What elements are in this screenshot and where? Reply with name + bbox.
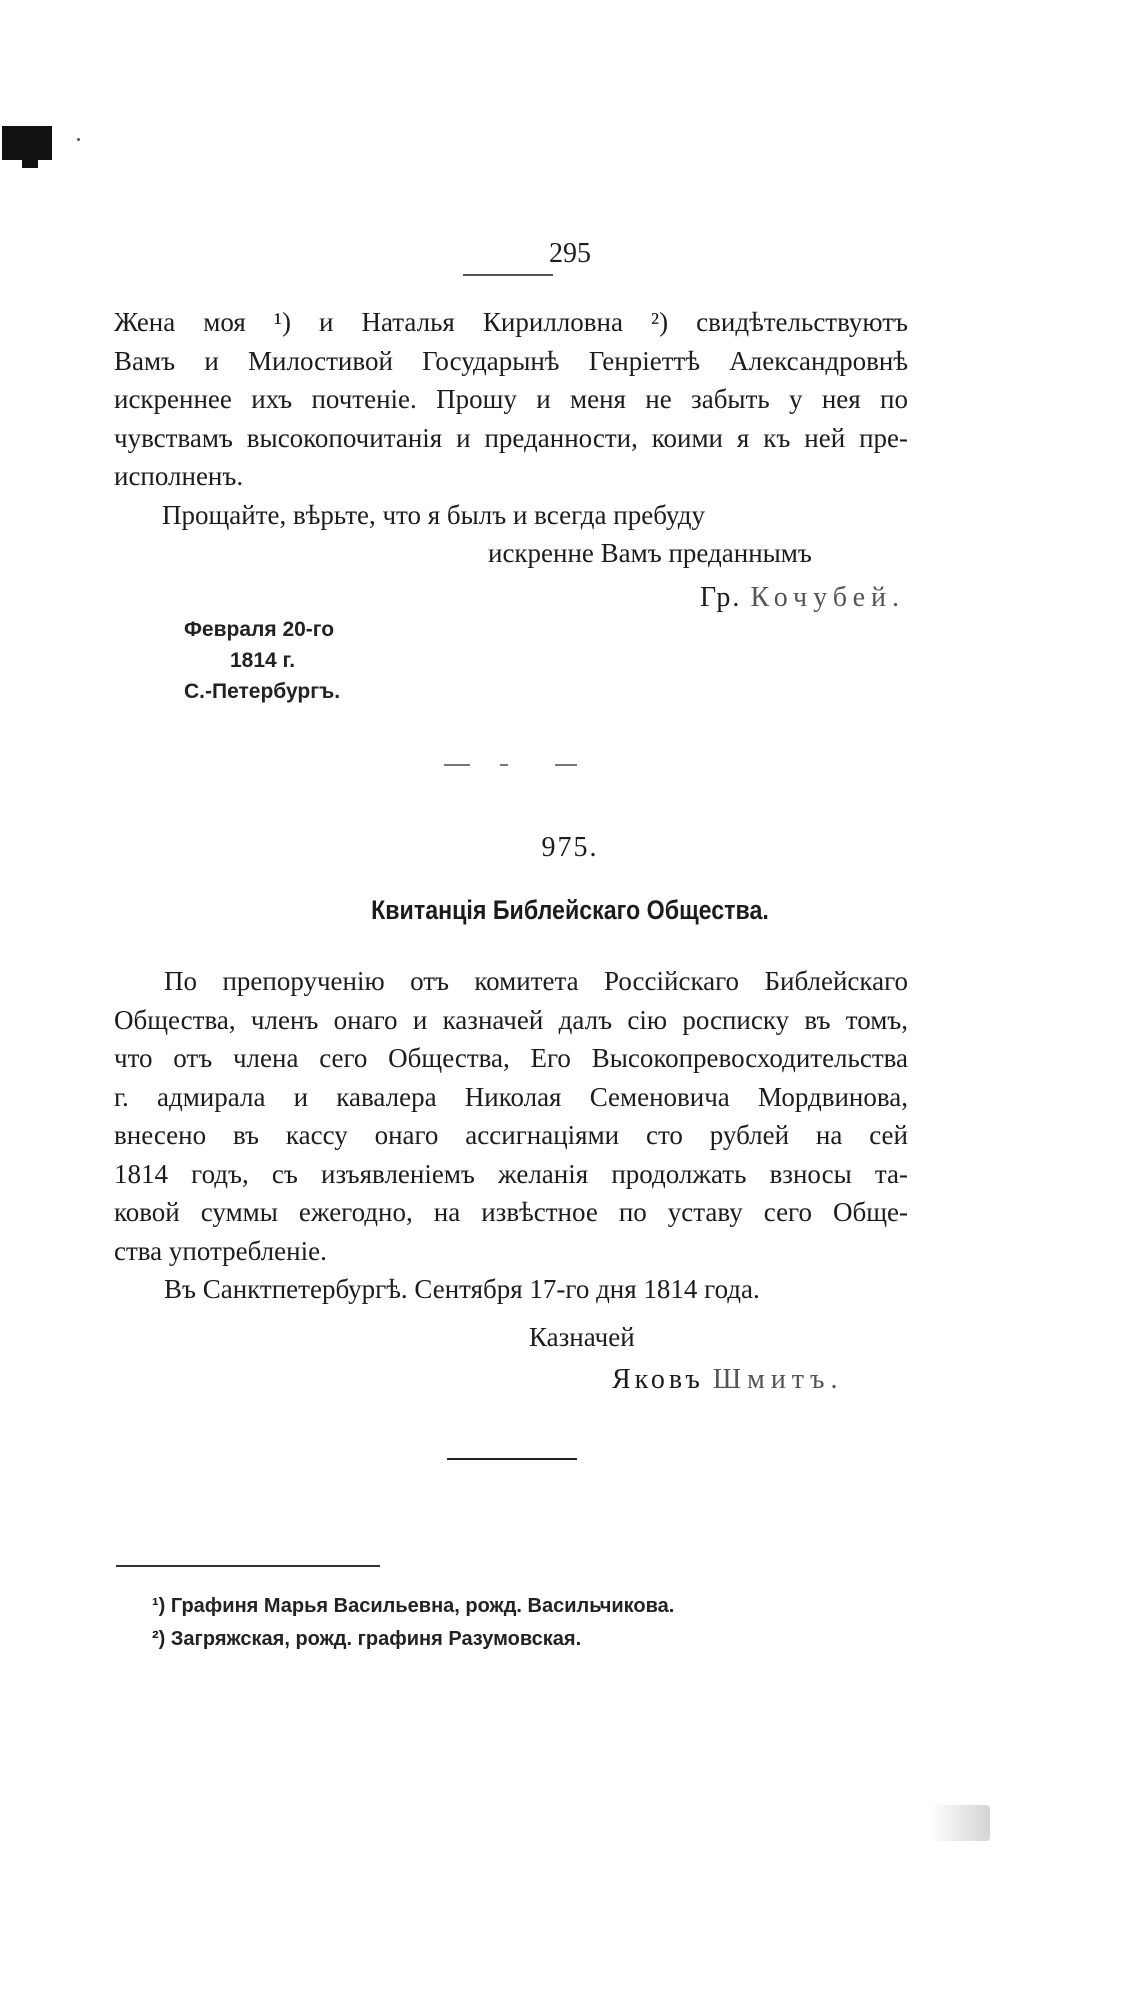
dateline-date: Февраля 20-го [184,618,335,641]
document-number: 975. [541,832,599,863]
signature-first-name: Яковъ [612,1364,704,1395]
scan-artifact-mark [2,126,52,160]
document-line: Общества, членъ онаго и казначей далъ сію росписку въ томъ, [114,1004,908,1035]
document-body [114,962,908,1309]
page-number-rule [463,274,553,276]
scan-artifact-dot [77,138,80,141]
letter-closing: искренне Вамъ преданнымъ [488,538,812,568]
document-line: ковой суммы ежегодно, на извѣстное по уставу сего Обще- [114,1197,908,1227]
signature-name: Кочубей. [750,582,905,613]
footnote-1: ¹) Графиня Марья Васильевна, рожд. Васильчикова. [152,1595,675,1617]
dateline [184,614,340,707]
letter-signature [700,582,905,614]
signature-title: Гр. [700,582,742,613]
document-line: 1814 годъ, съ изъявленіемъ желанія продолжать взносы та- [114,1158,908,1189]
footnote-rule [116,1565,380,1567]
signature-last-name: Шмитъ. [712,1364,844,1395]
separator-rule [500,764,508,766]
document-line: что отъ члена сего Общества, Его Высокопревосходительства [114,1043,908,1073]
footnotes [152,1590,674,1656]
separator-rule [444,764,470,766]
document-line: По препорученію отъ комитета Россійскаго Библейскаго [164,966,908,996]
scan-smudge [930,1805,990,1841]
dateline-place: С.-Петербургъ. [184,680,341,703]
letter-body [114,303,908,534]
document-place-date: Въ Санктпетербургѣ. Сентября 17-го дня 1814 года. [164,1274,760,1304]
document-line: внесено въ кассу онаго ассигнаціями сто рублей на сей [114,1120,908,1150]
letter-line: Жена моя ¹) и Наталья Кирилловна ²) свидѣтельствуютъ [114,307,908,337]
document-last-line: ства употребленіе. [114,1235,327,1266]
end-rule [447,1458,577,1460]
separator-rule [555,764,577,766]
footnote-2: ²) Загряжская, рожд. графиня Разумовская. [152,1628,582,1650]
letter-line: искреннее ихъ почтеніе. Прошу и меня не забыть у нея по [114,384,908,414]
page-number: 295 [549,238,591,269]
letter-last-line: исполненъ. [114,461,244,491]
document-signature [612,1364,844,1396]
document-title: Квитанція Библейскаго Общества. [371,895,769,925]
letter-line: чувствамъ высокопочитанія и преданности, коими я къ ней пре- [114,422,908,453]
letter-farewell: Прощайте, вѣрьте, что я былъ и всегда пребуду [162,499,705,530]
document-line: г. адмирала и кавалера Николая Семеновича Мордвинова, [114,1081,908,1112]
letter-line: Вамъ и Милостивой Государынѣ Генріеттѣ Александровнѣ [114,345,908,376]
document-role: Казначей [529,1322,635,1352]
dateline-year: 1814 г. [230,649,296,672]
